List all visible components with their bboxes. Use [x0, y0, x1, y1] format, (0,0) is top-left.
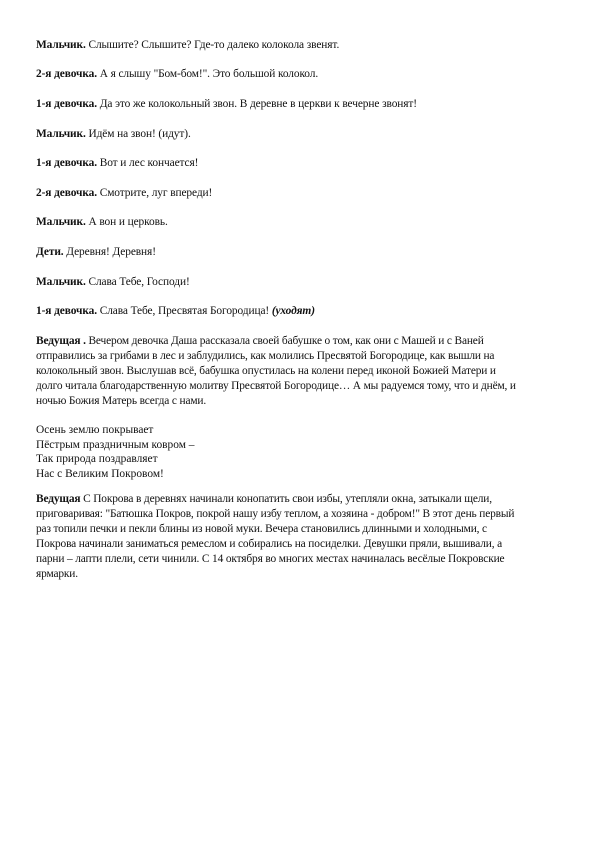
dialogue-text: А я слышу "Бом-бом!". Это большой колокол.: [96, 68, 319, 80]
speaker-label: Ведущая .: [36, 335, 86, 347]
paragraph-line: [36, 334, 566, 349]
paragraph-text: Вечером девочка Даша рассказала своей бабушке о том, как они с Машей и с Ваней: [85, 335, 484, 347]
dialogue-text: Смотрите, луг впереди!: [96, 187, 213, 199]
dialogue-line: [36, 245, 566, 259]
paragraph-line: раз топили печки и пекли блины из новой муки. Вечера становились длинными и холодными, с: [36, 523, 487, 535]
dialogue-line: [36, 97, 566, 111]
dialogue-text: Слышите? Слышите? Где-то далеко колокола звенят.: [85, 39, 340, 51]
dialogue-line: [36, 275, 566, 289]
speaker-label: Мальчик.: [36, 276, 86, 288]
paragraph-line: отправились за грибами в лес и заблудились, как молились Пресвятой Богородице, как вышли на: [36, 350, 495, 362]
speaker-label: Мальчик.: [36, 216, 86, 228]
paragraph-line: приговаривая: "Батюшка Покров, покрой нашу избу теплом, а хозяина - добром!" В этот день первый: [36, 508, 515, 520]
dialogue-text: Слава Тебе, Пресвятая Богородица!: [96, 305, 272, 317]
paragraph-line: колокольный звон. Выслушав всё, бабушка опустилась на колени перед иконой Божией Матери и: [36, 365, 496, 377]
narration-paragraph: [36, 334, 566, 409]
speaker-label: Мальчик.: [36, 128, 86, 140]
dialogue-line: [36, 304, 566, 318]
dialogue-line: [36, 38, 566, 52]
speaker-label: Дети.: [36, 246, 64, 258]
poem-line: Пёстрым праздничным ковром –: [36, 438, 195, 451]
dialogue-line: [36, 67, 566, 81]
dialogue-text: Да это же колокольный звон. В деревне в церкви к вечерне звонят!: [96, 98, 417, 110]
paragraph-line: [36, 492, 566, 507]
poem-line: Так природа поздравляет: [36, 453, 158, 466]
poem-line: Осень землю покрывает: [36, 424, 154, 436]
speaker-label: 2-я девочка.: [36, 187, 97, 199]
speaker-label: 1-я девочка.: [36, 305, 97, 317]
poem: [36, 423, 336, 481]
paragraph-line: ночью Божия Матерь всегда с нами.: [36, 395, 207, 407]
dialogue-line: [36, 186, 566, 200]
dialogue-text: Идём на звон! (идут).: [85, 128, 191, 140]
dialogue-line: [36, 215, 566, 229]
dialogue-text: Слава Тебе, Господи!: [85, 276, 190, 288]
dialogue-line: [36, 127, 566, 141]
speaker-label: Мальчик.: [36, 39, 86, 51]
paragraph-line: парни – лапти плели, сети чинили. С 14 октября во многих местах начиналась весёлые Покровские: [36, 553, 505, 565]
speaker-label: 1-я девочка.: [36, 98, 97, 110]
paragraph-text: С Покрова в деревнях начинали конопатить свои избы, утепляли окна, затыкали щели,: [80, 493, 492, 505]
paragraph-line: ярмарки.: [36, 568, 78, 580]
poem-line: Нас с Великим Покровом!: [36, 467, 164, 480]
dialogue-text: А вон и церковь.: [85, 216, 168, 228]
dialogue-line: [36, 156, 566, 170]
stage-direction: (уходят): [271, 305, 315, 317]
speaker-label: 2-я девочка.: [36, 68, 97, 80]
dialogue-text: Вот и лес кончается!: [96, 157, 199, 169]
narration-paragraph: [36, 492, 566, 582]
paragraph-line: долго читала благодарственную молитву Пресвятой Богородице… А мы радуемся тому, что и днём, и: [36, 380, 516, 392]
dialogue-text: Деревня! Деревня!: [63, 246, 156, 258]
speaker-label: 1-я девочка.: [36, 157, 97, 169]
speaker-label: Ведущая: [36, 493, 81, 505]
paragraph-line: Покрова начинали заниматься ремеслом и собирались на посиделки. Девушки пряли, вышивали, а: [36, 538, 503, 550]
